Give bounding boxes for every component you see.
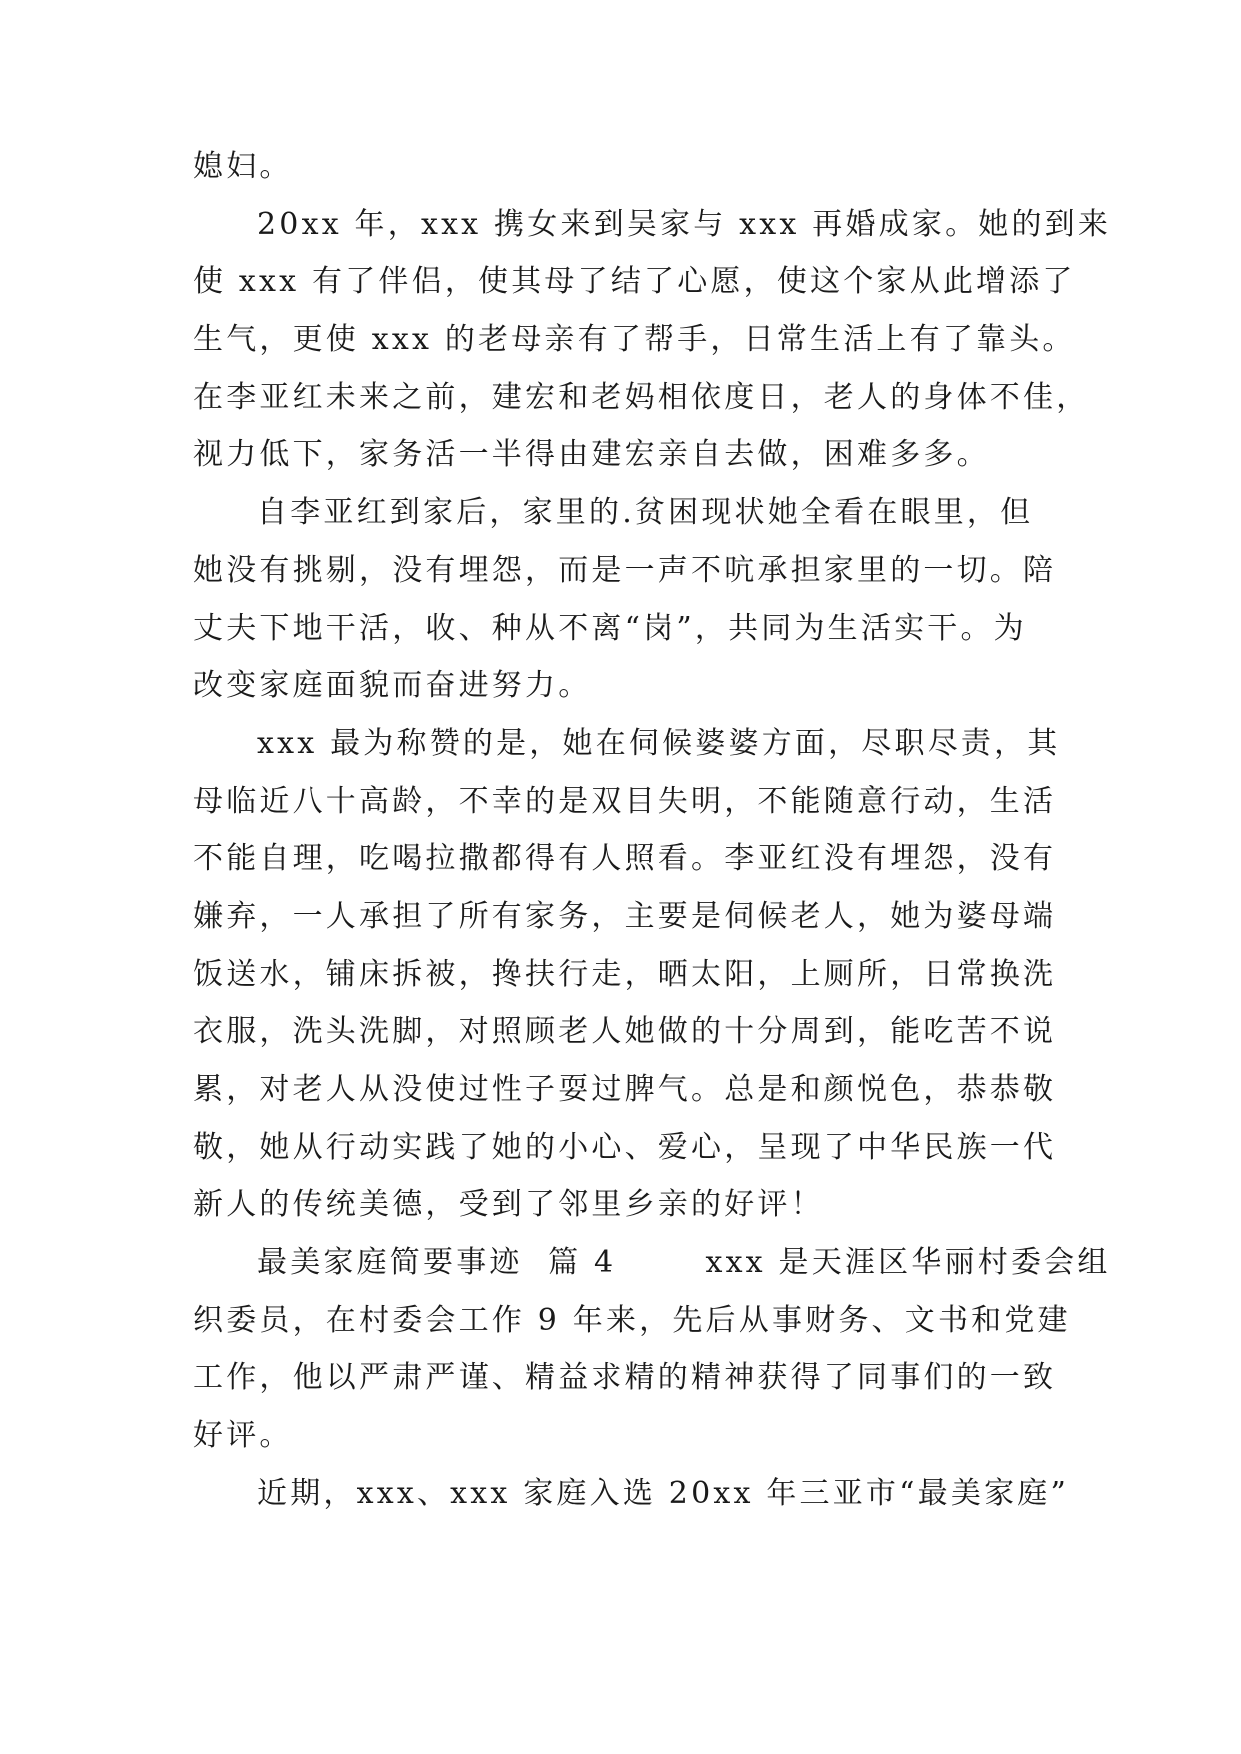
- text-line: 自李亚红到家后，家里的.贫困现状她全看在眼里，但: [257, 495, 1034, 531]
- text-line: 使 xxx 有了伴侣，使其母了结了心愿，使这个家从此增添了: [193, 264, 1076, 300]
- text-line: 衣服，洗头洗脚，对照顾老人她做的十分周到，能吃苦不说: [193, 1014, 1057, 1050]
- text-line: 近期，xxx、xxx 家庭入选 20xx 年三亚市“最美家庭”: [257, 1475, 1070, 1511]
- text-line: 视力低下，家务活一半得由建宏亲自去做，困难多多。: [193, 437, 990, 473]
- text-line: 好评。: [193, 1418, 293, 1454]
- text-line: 累，对老人从没使过性子耍过脾气。总是和颜悦色，恭恭敬: [193, 1072, 1057, 1107]
- text-line: 丈夫下地干活，收、种从不离“岗”，共同为生活实干。为: [193, 610, 1027, 646]
- text-line: 新人的传统美德，受到了邻里乡亲的好评！: [193, 1187, 824, 1223]
- text-line: 不能自理，吃喝拉撒都得有人照看。李亚红没有埋怨，没有: [193, 841, 1057, 877]
- text-line: 敬，她从行动实践了她的小心、爱心，呈现了中华民族一代: [193, 1129, 1057, 1165]
- text-line: 饭送水，铺床拆被，搀扶行走，晒太阳，上厕所，日常换洗: [193, 956, 1057, 992]
- text-line: 嫌弃，一人承担了所有家务，主要是伺候老人，她为婆母端: [193, 898, 1057, 934]
- text-line: 织委员，在村委会工作 9 年来，先后从事财务、文书和党建: [193, 1302, 1071, 1338]
- text-line: 改变家庭面貌而奋进努力。: [193, 668, 592, 704]
- text-line: 20xx 年，xxx 携女来到吴家与 xxx 再婚成家。她的到来: [257, 206, 1112, 242]
- text-line: 她没有挑剔，没有埋怨，而是一声不吭承担家里的一切。陪: [193, 552, 1057, 588]
- text-line: 生气，更使 xxx 的老母亲有了帮手，日常生活上有了靠头。: [193, 322, 1076, 358]
- text-line: 在李亚红未来之前，建宏和老妈相依度日，老人的身体不佳，: [193, 379, 1090, 415]
- text-line: 媳妇。: [193, 149, 293, 184]
- text-line: 最美家庭简要事迹 篇 4 xxx 是天涯区华丽村委会组: [257, 1245, 1111, 1281]
- document-body: [193, 138, 1241, 1523]
- text-line: 母临近八十高龄，不幸的是双目失明，不能随意行动，生活: [193, 783, 1057, 819]
- text-line: 工作，他以严肃严谨、精益求精的精神获得了同事们的一致: [193, 1360, 1057, 1396]
- text-line: xxx 最为称赞的是，她在伺候婆婆方面，尽职尽责，其: [257, 725, 1061, 761]
